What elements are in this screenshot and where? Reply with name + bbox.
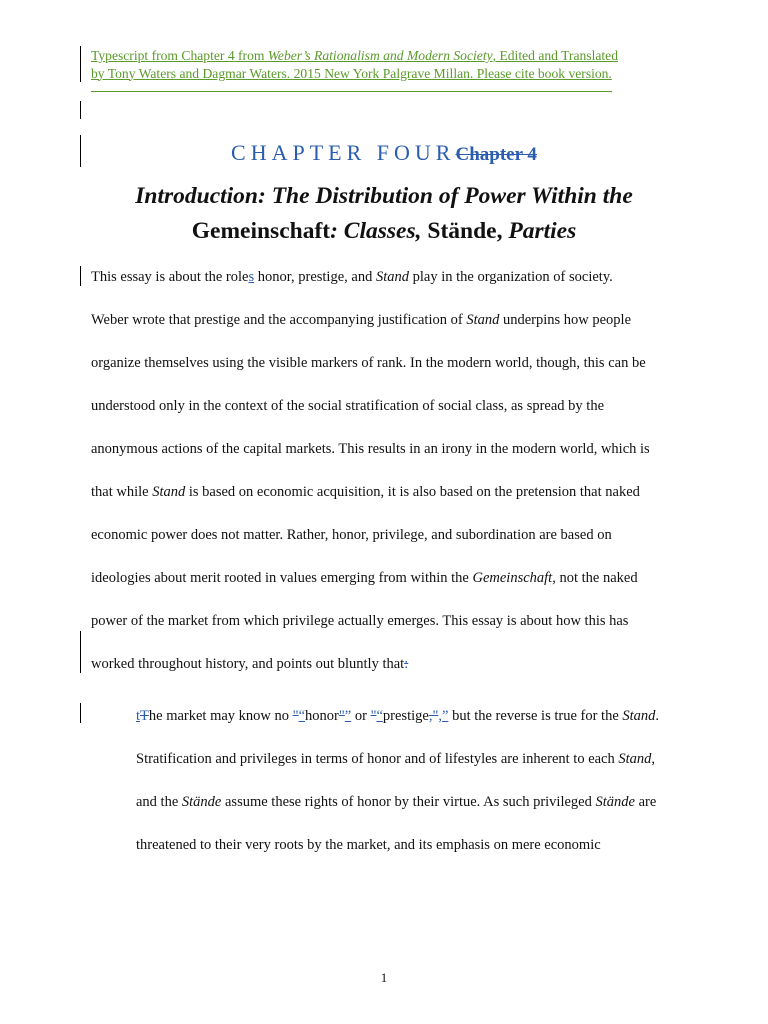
tracked-insertion: ” xyxy=(344,708,352,724)
tracked-deletion: ," xyxy=(428,708,439,724)
paragraph-line: ideologies about merit rooted in values emerging from within the Gemeinschaft, not the naked xyxy=(91,570,638,586)
change-bar xyxy=(80,631,81,673)
tracked-deletion: T xyxy=(140,708,149,724)
title-word: Stände, xyxy=(421,218,503,244)
paragraph-line: that while Stand is based on economic acquisition, it is also based on the pretension that naked xyxy=(91,484,640,500)
title-word: Gemeinschaft xyxy=(191,218,331,244)
citation-note xyxy=(91,47,691,82)
paragraph-line: power of the market from which privilege actually emerges. This essay is about how this has xyxy=(91,613,629,629)
citation-text: Typescript from Chapter 4 from xyxy=(91,48,268,63)
citation-line-2: by Tony Waters and Dagmar Waters. 2015 New York Palgrave Millan. Please cite book version. xyxy=(91,65,612,81)
tracked-deletion: " xyxy=(292,708,299,724)
quote-line: Stratification and privileges in terms of honor and of lifestyles are inherent to each Stand, xyxy=(136,751,656,767)
quote-line: and the Stände assume these rights of honor by their virtue. As such privileged Stände are xyxy=(136,794,657,810)
tracked-deletion: " xyxy=(338,708,345,724)
change-bar xyxy=(80,703,81,723)
tracked-insertion: ,” xyxy=(438,708,449,724)
tracked-insertion: “ xyxy=(298,708,306,724)
chapter-heading-deleted: Chapter 4 xyxy=(455,144,537,165)
paragraph-line: worked throughout history, and points out bluntly that: xyxy=(91,656,409,672)
chapter-title-line-2 xyxy=(0,218,768,245)
tracked-deletion: " xyxy=(370,708,377,724)
change-bar xyxy=(80,266,81,286)
citation-line-1 xyxy=(91,47,691,65)
paragraph-line: economic power does not matter. Rather, honor, privilege, and subordination are based on xyxy=(91,527,612,543)
body-paragraph xyxy=(91,262,691,692)
paragraph-line: organize themselves using the visible markers of rank. In the modern world, though, this can be xyxy=(91,355,646,371)
paragraph-line: This essay is about the roles honor, prestige, and Stand play in the organization of society. xyxy=(91,269,613,285)
tracked-insertion: s xyxy=(248,269,255,285)
paragraph-line: anonymous actions of the capital markets. This results in an irony in the modern world, which is xyxy=(91,441,650,457)
chapter-title-line-1: Introduction: The Distribution of Power Within the xyxy=(135,183,633,209)
title-word: Parties xyxy=(502,218,577,244)
page-number: 1 xyxy=(380,970,388,985)
chapter-heading xyxy=(0,138,768,170)
change-bar xyxy=(80,101,81,119)
tracked-insertion: “ xyxy=(376,708,383,724)
tracked-insertion: t xyxy=(136,708,141,724)
paragraph-line: Weber wrote that prestige and the accompanying justification of Stand underpins how people xyxy=(91,312,632,328)
note-divider xyxy=(91,91,612,92)
paragraph-line: understood only in the context of the social stratification of social class, as spread by the xyxy=(91,398,605,414)
title-word: : Classes, xyxy=(330,218,422,244)
tracked-deletion: : xyxy=(404,656,409,672)
chapter-heading-inserted: CHAPTER FOUR xyxy=(231,140,456,165)
quote-line: threatened to their very roots by the market, and its emphasis on mere economic xyxy=(136,837,601,853)
block-quote xyxy=(136,701,696,873)
change-bar xyxy=(80,46,81,82)
citation-text: , Edited and Translated xyxy=(492,48,618,63)
book-title: Weber’s Rationalism and Modern Society xyxy=(267,48,493,63)
quote-line: tThe market may know no "“honor"” or "“prestige,",” but the reverse is true for the Stand. xyxy=(136,708,660,724)
